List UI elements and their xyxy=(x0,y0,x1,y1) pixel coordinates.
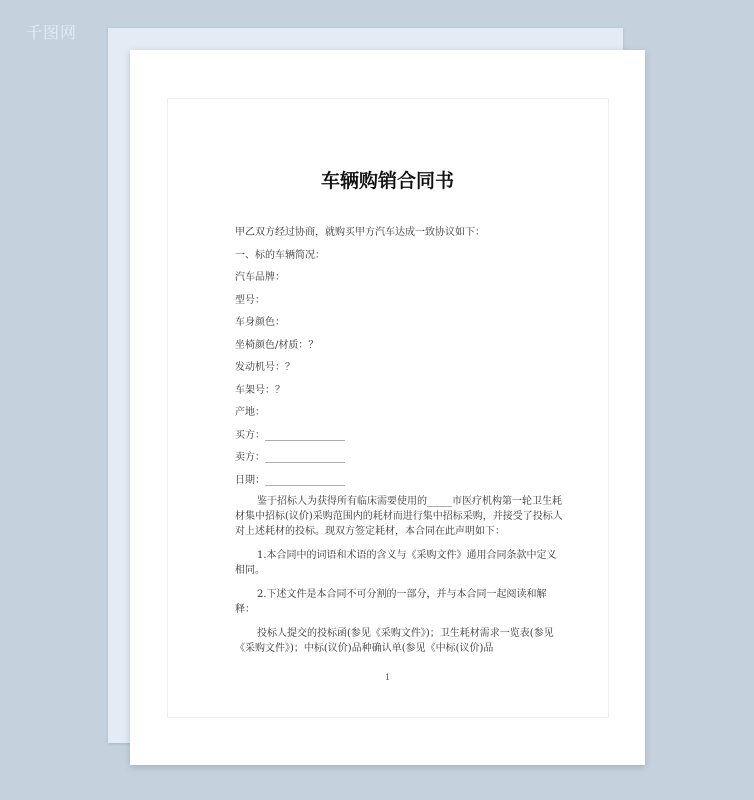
paragraph-clause-2-detail: 投标人提交的投标函(参见《采购文件》)；卫生耗材需求一览表(参见《采购文件》)；中标(议价)品种确认单(参见《中标(议价)品 xyxy=(235,628,554,654)
field-buyer: 买方：________________ xyxy=(235,429,345,441)
field-body-color: 车身颜色： xyxy=(235,317,285,328)
field-date: 日期：________________ xyxy=(235,474,345,486)
field-origin: 产地： xyxy=(235,407,265,418)
paragraph-preamble: 鉴于招标人为获得所有临床需要使用的_____市医疗机构第一轮卫生耗材集中招标(议价)采购范围内的耗材而进行集中招标采购，并接受了投标人对上述耗材的投标。现双方签定耗材，本合同在此声明如下： xyxy=(235,496,563,537)
paragraph-clause-1: 1.本合同中的词语和术语的含义与《采购文件》通用合同条款中定义相同。 xyxy=(235,550,557,576)
contract-paragraphs xyxy=(235,490,565,656)
field-car-brand: 汽车品牌： xyxy=(235,272,285,283)
field-seller: 卖方：________________ xyxy=(235,452,345,463)
section-heading: 一、标的车辆简况： xyxy=(235,249,325,261)
field-engine-number: 发动机号：？ xyxy=(235,362,295,373)
document-body xyxy=(235,226,565,496)
paragraph-clause-2: 2.下述文件是本合同不可分割的一部分，并与本合同一起阅读和解释： xyxy=(235,589,547,615)
watermark-logo: 千图网 xyxy=(26,23,78,42)
intro-line: 甲乙双方经过协商，就购买甲方汽车达成一致协议如下： xyxy=(235,227,485,238)
field-frame-number: 车架号：？ xyxy=(235,384,285,396)
field-model: 型号： xyxy=(235,294,265,306)
document-page xyxy=(130,50,645,765)
field-seat-color: 坐椅颜色/材质：？ xyxy=(235,339,319,351)
document-title: 车辆购销合同书 xyxy=(320,170,454,192)
page-number: 1 xyxy=(384,673,391,682)
